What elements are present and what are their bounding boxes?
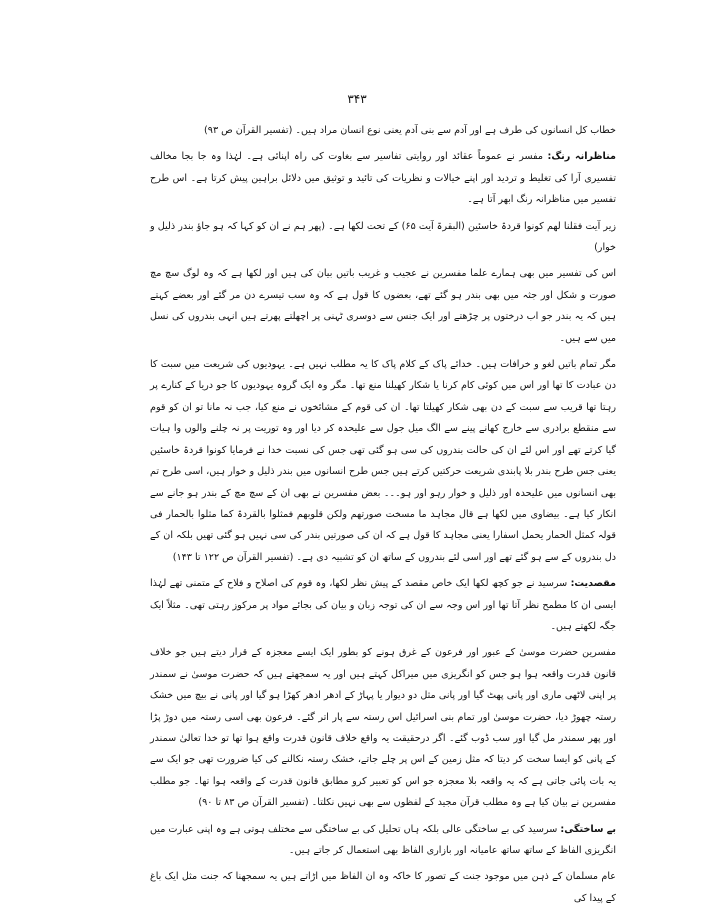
paragraph: [150, 120, 616, 141]
paragraph: [150, 866, 616, 909]
paragraph: [150, 216, 616, 259]
paragraph-body: عام مسلمان کے ذہن میں موجود جنت کے تصور کا خاکہ وہ ان الفاظ میں اڑاتے ہیں یہ سمجھنا کہ جنت مثل ایک باغ کے پیدا کی: [150, 871, 616, 904]
paragraph: [150, 146, 616, 210]
paragraph: [150, 573, 616, 637]
paragraph-body: خطاب کل انسانوں کی طرف ہے اور آدم سے بنی آدم یعنی نوع انسان مراد ہیں۔ (تفسیر القرآن ص ۹۳): [204, 125, 616, 136]
paragraph-body: سرسید نے جو کچھ لکھا ایک خاص مقصد کے پیش نظر لکھا، وہ قوم کی اصلاح و فلاح کے متمنی تھے لہٰذا ایسی ان کا مطمح نظر آتا تھا اور اس وجہ سے ان کی توجہ زبان و بیان کی بجائے مواد پر مرکوز رہتی تھی۔ مثلاً ایک جگہ لکھتے ہیں۔: [150, 578, 616, 632]
paragraph-heading: بے ساختگی:: [560, 823, 616, 835]
paragraph: [150, 642, 616, 813]
paragraph: [150, 819, 616, 862]
paragraph-body: مگر تمام باتیں لغو و خرافات ہیں۔ خدائے پاک کے کلام پاک کا یہ مطلب نہیں ہے۔ یہودیوں کی شریعت میں سبت کا دن عبادت کا تھا اور اس میں کوئی کام کرنا یا شکار کھیلنا منع تھا۔ مگر وہ ایک گروہ یہودیوں کا جو دریا کے کنارے پر رہتا تھا قریب سے سبت کے دن بھی شکار کھیلتا تھا۔ ان کی قوم کے مشائخوں نے منع کیا، جب نہ مانا تو ان کو قوم سے منقطع برادری سے خارج کھانے پینے سے الگ میل جول سے علیحدہ کر دیا اور وہ توریت پر نہ چلنے والوں وا ہیات گیا کرتے تھے اور اس لئے ان کی حالت بندروں کی سی ہو گئی تھی جس کی نسبت خدا نے فرمایا کونوا قردۃ خاسئین یعنی جس طرح بندر بلا پابندی شریعت حرکتیں کرتے ہیں جس طرح انسانوں میں بندر ذلیل و خوار ہیں، اسی طرح تم بھی انسانوں میں علیحدہ اور ذلیل و خوار رہو اور ہو۔۔۔ بعض مفسرین نے بھی ان کے سچ مچ کے بندر ہو جانے سے انکار کیا ہے۔ بیضاوی میں لکھا ہے قال مجاہد ما مسخت صورتھم ولکن قلوبھم فمثلوا بالقردۃ کما مثلوا بالحمار فی قولہ کمثل الحمار یحمل اسفارا یعنی مجاہد کا قول ہے کہ ان کی صورتیں بندر کی سی نہیں ہو گئی تھیں بلکہ ان کے دل بندروں کے سے ہو گئے تھے اور اسی لئے بندروں کے ساتھ ان کو تشبیہ دی ہے۔ (تفسیر القرآن ص ۱۲۲ تا ۱۴۳): [150, 359, 616, 563]
paragraph-heading: مناظرانہ رنگ:: [547, 151, 616, 163]
paragraph-heading: مقصدیت:: [570, 578, 616, 590]
paragraph-body: مفسرین حضرت موسیٰ کے عبور اور فرعون کے غرق ہونے کو بطور ایک ایسے معجزہ کے قرار دیتے ہیں جو خلاف قانون قدرت واقعہ ہوا ہو جس کو انگریزی میں میراکل کہتے ہیں اور یہ سمجھتے ہیں کہ حضرت موسیٰ نے سمندر پر اپنی لاٹھی ماری اور پانی پھٹ گیا اور پانی مثل دو دیوار یا پہاڑ کے ادھر ادھر کھڑا ہو گیا اور پانی نے بیچ میں خشک رستہ چھوڑ دیا، حضرت موسیٰ اور تمام بنی اسرائیل اس رستہ سے پار اتر گئے۔ فرعون بھی اسی رستہ میں دوڑ پڑا اور پھر سمندر مل گیا اور سب ڈوب گئے۔ اگر درحقیقت یہ واقع خلاف قانون قدرت واقع ہوا تھا تو خدا تعالیٰ سمندر کے پانی کو ایسا سخت کر دیتا کہ مثل زمین کے اس پر چلے جاتے، خشک رستہ نکالنے کی کیا ضرورت تھی جو ایک سے یہ بات پائی جاتی ہے کہ یہ واقعہ بلا معجزہ جو اس کو تعبیر کرو مطابق قانون قدرت کے واقعہ ہوا تھا۔ جو مطلب مفسرین نے بیان کیا ہے وہ مطلب قرآن مجید کے لفظوں سے بھی نہیں نکلتا۔ (تفسیر القرآن ص ۸۳ تا ۹۰): [150, 647, 616, 809]
paragraph-body: اس کی تفسیر میں بھی ہمارے علما مفسرین نے عجیب و غریب باتیں بیان کی ہیں اور لکھا ہے کہ وہ لوگ سچ مچ صورت و شکل اور جثہ میں بھی بندر ہو گئے تھے، بعضوں کا قول ہے کہ وہ سب تیسرے دن مر گئے اور بعضے کہتے ہیں کہ یہ بندر جو اب درختوں پر چڑھتے اور ایک جنس سے دوسری ٹہنی پر اچھلتے پھرتے ہیں انہی بندروں کی نسل میں سے ہیں۔: [150, 268, 616, 344]
paragraph-body: زیر آیت فقلنا لھم کونوا قردۃ خاسئین (البقرۃ آیت ۶۵) کے تحت لکھا ہے۔ (پھر ہم نے ان کو کہا کہ ہو جاؤ بندر ذلیل و خوار): [150, 220, 616, 254]
page-number: ۳۴۳: [347, 92, 367, 106]
paragraph: [150, 354, 616, 568]
body-text: [150, 120, 616, 914]
paragraph-body: مفسر نے عموماً عقائد اور روایتی تفاسیر سے بغاوت کی راہ اپنائی ہے۔ لہٰذا وہ جا بجا مخالف تفسیری آرا کی تغلیط و تردید اور اپنے خیالات و نظریات کی تائید و توثیق میں دلائل براہین پیش کرتا ہے۔ اس طرح تفسیر میں مناظرانہ رنگ ابھر آتا ہے۔: [150, 151, 616, 206]
paragraph-body: سرسید کی بے ساختگی عالی بلکہ ہاں تحلیل کی بے ساختگی سے مختلف ہوتی ہے وہ اپنی عبارت میں انگریزی الفاظ کے ساتھ ساتھ عامیانہ اور بازاری الفاظ بھی استعمال کر جاتے ہیں۔: [150, 823, 616, 856]
paragraph: [150, 263, 616, 349]
